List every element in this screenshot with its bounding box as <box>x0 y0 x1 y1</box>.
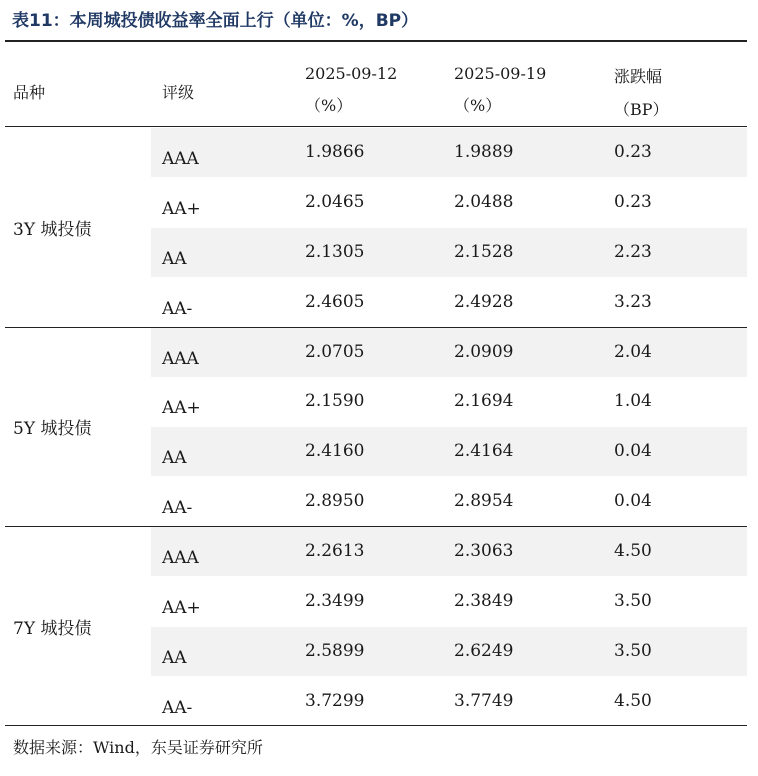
yield-date2-cell: 2.4164 <box>454 441 514 462</box>
row-shade <box>151 527 747 576</box>
header-variety: 品种 <box>13 83 46 102</box>
change-bp-cell: 0.04 <box>614 491 652 512</box>
bottom-rule <box>5 725 747 726</box>
yield-date1-cell: 2.1590 <box>305 391 365 412</box>
yield-date1-cell: 2.0705 <box>305 341 365 362</box>
rating-cell: AA- <box>162 498 193 519</box>
yield-date1-cell: 2.4160 <box>305 441 365 462</box>
rating-cell: AA <box>162 448 187 469</box>
change-bp-cell: 2.23 <box>614 241 652 262</box>
row-shade <box>151 427 747 476</box>
header-change-label: 涨跌幅 <box>614 67 663 86</box>
rating-cell: AA+ <box>162 198 201 219</box>
row-shade <box>151 128 747 177</box>
rating-cell: AA- <box>162 697 193 718</box>
table-title: 表11：本周城投债收益率全面上行（单位：%，BP） <box>12 11 419 31</box>
yield-date1-cell: 2.0465 <box>305 191 365 212</box>
group-label: 5Y 城投债 <box>13 419 92 440</box>
rating-cell: AA+ <box>162 597 201 618</box>
rating-cell: AAA <box>162 348 199 369</box>
change-bp-cell: 4.50 <box>614 541 652 561</box>
rating-cell: AA+ <box>162 398 201 419</box>
header-date2 <box>454 64 546 116</box>
row-shade <box>151 228 747 277</box>
header-date1-label: 2025-09-12 <box>305 64 398 83</box>
yield-date2-cell: 1.9889 <box>454 142 514 162</box>
yield-date2-cell: 2.3849 <box>454 590 514 611</box>
yield-date2-cell: 2.6249 <box>454 640 514 661</box>
source-note: 数据来源：Wind，东吴证券研究所 <box>13 738 263 757</box>
change-bp-cell: 1.04 <box>614 391 652 412</box>
rating-cell: AA- <box>162 298 193 319</box>
change-bp-cell: 0.04 <box>614 441 652 462</box>
change-bp-cell: 3.23 <box>614 291 652 312</box>
rating-cell: AAA <box>162 548 199 568</box>
yield-date1-cell: 2.8950 <box>305 491 365 512</box>
change-bp-cell: 2.04 <box>614 341 652 362</box>
group-label: 3Y 城投债 <box>13 219 92 240</box>
change-bp-cell: 0.23 <box>614 142 652 162</box>
header-date2-unit: （%） <box>454 96 502 115</box>
yield-date2-cell: 2.8954 <box>454 491 514 512</box>
yield-date2-cell: 3.7749 <box>454 690 514 711</box>
rating-cell: AA <box>162 647 187 668</box>
yield-date2-cell: 2.3063 <box>454 541 514 561</box>
header-change-unit: （BP） <box>614 100 669 119</box>
header-change <box>614 64 669 120</box>
yield-date2-cell: 2.1694 <box>454 391 514 412</box>
yield-date2-cell: 2.0909 <box>454 341 514 362</box>
yield-date2-cell: 2.0488 <box>454 191 514 212</box>
yield-date1-cell: 2.4605 <box>305 291 365 312</box>
change-bp-cell: 3.50 <box>614 640 652 661</box>
header-date2-label: 2025-09-19 <box>454 64 547 83</box>
rating-cell: AA <box>162 248 187 269</box>
row-shade <box>151 627 747 676</box>
header-date1-unit: （%） <box>305 96 353 115</box>
change-bp-cell: 0.23 <box>614 191 652 212</box>
yield-date1-cell: 2.2613 <box>305 541 365 561</box>
row-shade <box>151 328 747 377</box>
rating-cell: AAA <box>162 149 199 169</box>
yield-date1-cell: 2.5899 <box>305 640 365 661</box>
yield-date1-cell: 2.3499 <box>305 590 365 611</box>
header-rating: 评级 <box>162 83 195 102</box>
header-rule <box>5 126 747 127</box>
header-date1 <box>305 64 397 116</box>
change-bp-cell: 3.50 <box>614 590 652 611</box>
yield-date2-cell: 2.1528 <box>454 241 514 262</box>
yield-date1-cell: 1.9866 <box>305 142 365 162</box>
change-bp-cell: 4.50 <box>614 690 652 711</box>
top-rule <box>5 40 747 42</box>
yield-date1-cell: 3.7299 <box>305 690 365 711</box>
yield-date2-cell: 2.4928 <box>454 291 514 312</box>
group-label: 7Y 城投债 <box>13 618 92 639</box>
yield-date1-cell: 2.1305 <box>305 241 365 262</box>
